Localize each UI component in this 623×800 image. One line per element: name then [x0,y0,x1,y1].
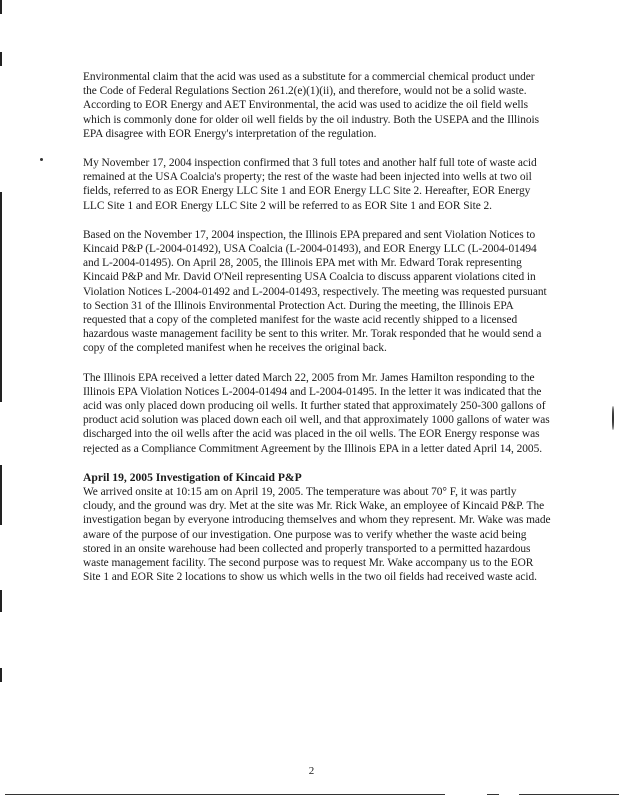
scan-speck [612,406,614,430]
body-paragraph: We arrived onsite at 10:15 am on April 19, 2005. The temperature was about 70° F, it was partly cloudy, and the ground was dry. Met at the site was Mr. Rick Wake, an employee of Kincaid P&P. The investigation began by everyone introducing themselves and whom they represent. Mr. Wake was made aware of the purpose of our investigation. One purpose was to verify whether the waste acid being stored in an onsite warehouse had been collected and properly transported to a permitted hazardous waste management facility. The second purpose was to request Mr. Wake accompany us to the EOR Site 1 and EOR Site 2 locations to show us which wells in the two oil fields had received waste acid. [83,486,551,584]
body-paragraph: The Illinois EPA received a letter dated March 22, 2005 from Mr. James Hamilton responding to the Illinois EPA Violation Notices L-2004-01494 and L-2004-01495. In the letter it was indicated that the acid was only placed down producing oil wells. It further stated that approximately 250-300 gallons of product acid solution was placed down each oil well, and that approximately 1000 gallons of water was discharged into the oil wells after the acid was placed in the oil wells. The EOR Energy response was rejected as a Compliance Commitment Agreement by the Illinois EPA in a letter dated April 14, 2005. [83,371,550,455]
footer-rule [487,794,499,795]
scan-edge-mark [0,192,2,402]
footer-rule [5,794,445,795]
body-paragraph: Environmental claim that the acid was used as a substitute for a commercial chemical product under the Code of Federal Regulations Section 261.2(e)(1)(ii), and therefore, would not be a solid waste. According to EOR Energy and AET Environmental, the acid was used to acidize the oil field wells which is commonly done for older oil well fields by the oil industry. Both the USEPA and the Illinois EPA disagree with EOR Energy's interpretation of the regulation. [83,71,540,140]
scan-edge-mark [0,465,2,525]
body-paragraph: My November 17, 2004 inspection confirmed that 3 full totes and another half full tote of waste acid remained at the USA Coalcia's property; the rest of the waste had been injected into wells at two oil fields, referred to as EOR Energy LLC Site 1 and EOR Energy LLC Site 2. Hereafter, EOR Energy LLC Site 1 and EOR Energy LLC Site 2 will be referred to as EOR Site 1 and EOR Site 2. [83,157,537,212]
page-number: 2 [308,765,315,777]
section-heading: April 19, 2005 Investigation of Kincaid P&P [83,470,302,484]
body-paragraph: Based on the November 17, 2004 inspection, the Illinois EPA prepared and sent Violation Notices to Kincaid P&P (L-2004-01492), USA Coalcia (L-2004-01493), and EOR Energy LLC (L-2004-01494 and L-2004-01495). On April 28, 2005, the Illinois EPA met with Mr. Edward Torak representing Kincaid P&P and Mr. David O'Neil representing USA Coalcia to discuss apparent violations cited in Violation Notices L-2004-01492 and L-2004-01493, respectively. The meeting was requested pursuant to Section 31 of the Illinois Environmental Protection Act. During the meeting, the Illinois EPA requested that a copy of the completed manifest for the waste acid recently shipped to a licensed hazardous waste management facility be sent to this writer. Mr. Torak responded that he would send a copy of the completed manifest when he receives the original back. [83,228,547,355]
document-body [83,70,551,600]
scan-edge-mark [0,52,2,66]
footer-rule [519,794,619,795]
scan-edge-mark [0,0,2,14]
scan-edge-mark [0,590,2,612]
scan-speck [40,158,43,161]
scan-edge-mark [0,668,2,682]
